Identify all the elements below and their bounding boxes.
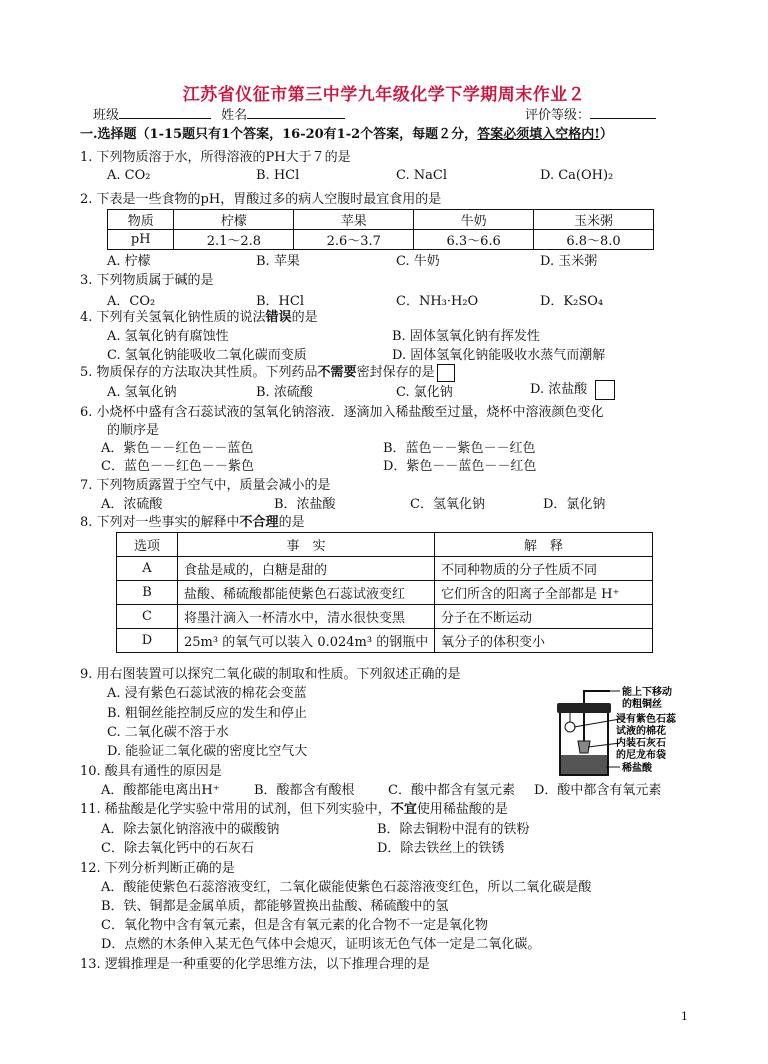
q11-stem-emphasis: 不宜 (390, 802, 417, 817)
q6-option-d: D．紫色－－蓝色－－红色 (383, 459, 537, 474)
q3-option-d: D．K₂SO₄ (540, 294, 604, 309)
q3-option-c: C．NH₃·H₂O (396, 294, 479, 309)
q5-stem-tail: 密封保存的是 (356, 365, 435, 380)
grade-line (525, 104, 656, 123)
ph-table-row (108, 230, 654, 250)
ph-cell: 6.3～6.6 (414, 230, 534, 250)
q2-option-c: C. 牛奶 (396, 254, 440, 269)
co2-apparatus-figure (548, 683, 698, 781)
q6-option-a: A．紫色－－红色－－蓝色 (101, 441, 254, 456)
q6-option-b: B．蓝色－－紫色－－红色 (383, 441, 536, 456)
q2-option-b: B. 苹果 (256, 254, 300, 269)
fact-table-row (117, 581, 653, 605)
ph-header-cell: 物质 (108, 210, 174, 230)
fact-cell: 25m³ 的氧气可以装入 0.024m³ 的钢瓶中 (178, 629, 435, 653)
q12-stem: 12. 下列分析判断正确的是 (80, 861, 235, 876)
q10-option-d: D．酸中都含有氧元素 (534, 783, 662, 798)
fact-cell: 食盐是咸的，白糖是甜的 (178, 557, 435, 581)
section-emphasis: 答案必须填入空格内! (477, 127, 600, 142)
q11-stem-tail: 使用稀盐酸的是 (416, 802, 508, 817)
figure-label: 的粗铜丝 (622, 699, 662, 710)
class-blank (119, 106, 211, 119)
cotton-ball (565, 722, 575, 732)
ph-cell: pH (108, 230, 174, 250)
fact-cell: D (117, 629, 178, 653)
figure-label: 稀盐酸 (622, 763, 652, 774)
q5-option-d-wrap (530, 378, 615, 400)
ph-table (107, 209, 654, 250)
q9-option-d: D. 能验证二氧化碳的密度比空气大 (107, 744, 308, 759)
q9-option-a: A. 浸有紫色石蕊试液的棉花会变蓝 (107, 686, 307, 701)
q4-stem-tail: 的是 (291, 310, 318, 325)
copper-wire (584, 691, 610, 703)
q8-stem-text: 8. 下列对一些事实的解释中 (80, 515, 240, 530)
fact-table-row (117, 605, 653, 629)
ph-header-cell: 柠檬 (174, 210, 294, 230)
q5-option-b: B. 浓硫酸 (256, 385, 313, 400)
fact-header-cell: 选项 (117, 533, 178, 557)
figure-label: 内装石灰石 (616, 738, 666, 749)
q4-stem-text: 4. 下列有关氢氧化钠性质的说法 (80, 310, 266, 325)
fact-table-row (117, 629, 653, 653)
q7-stem: 7. 下列物质露置于空气中，质量会减小的是 (80, 478, 331, 493)
fact-table-header (117, 533, 653, 557)
ph-cell: 6.8～8.0 (534, 230, 654, 250)
q11-option-c: C．除去氧化钙中的石灰石 (101, 841, 254, 856)
fact-header-cell: 事 实 (178, 533, 435, 557)
q8-stem (80, 511, 305, 530)
q9-option-b: B. 粗铜丝能控制反应的发生和停止 (107, 706, 307, 721)
q9-option-c: C. 二氧化碳不溶于水 (107, 725, 229, 740)
q4-option-b: B. 固体氢氧化钠有挥发性 (392, 329, 540, 344)
q4-option-c: C. 氢氧化钠能吸收二氧化碳而变质 (107, 348, 307, 363)
ph-header-cell: 牛奶 (414, 210, 534, 230)
name-label: 姓名 (221, 108, 248, 123)
q6-stem-cont: 的顺序是 (107, 423, 160, 438)
fact-cell: 它们所含的阳离子全部都是 H⁺ (435, 581, 653, 605)
q10-stem: 10. 酸具有通性的原因是 (80, 764, 222, 779)
section-note: （1-15题只有1个答案，16-20有1-2个答案，每题２分， (136, 127, 478, 142)
q9-stem: 9. 用右图装置可以探究二氧化碳的制取和性质。下列叙述正确的是 (80, 667, 461, 682)
q13-stem: 13. 逻辑推理是一种重要的化学思维方法，以下推理合理的是 (80, 957, 430, 972)
ph-cell: 2.1～2.8 (174, 230, 294, 250)
fact-header-cell: 解 释 (435, 533, 653, 557)
q8-stem-tail: 的是 (278, 515, 305, 530)
fact-cell: B (117, 581, 178, 605)
q10-option-b: B．酸都含有酸根 (254, 783, 355, 798)
grade-blank (590, 106, 656, 119)
class-label: 班级 (93, 108, 120, 123)
q5-stem-text: 5. 物质保存的方法取决其性质。下列药品 (80, 365, 318, 380)
section-close: ） (599, 127, 613, 142)
ph-cell: 2.6～3.7 (294, 230, 414, 250)
q11-option-a: A．除去氯化钠溶液中的碳酸钠 (101, 822, 280, 837)
q11-option-d: D．除去铁丝上的铁锈 (377, 841, 505, 856)
leader-line (574, 719, 620, 727)
q10-option-a: A．酸都能电离出H⁺ (101, 783, 220, 798)
page-title: 江苏省仪征市第三中学九年级化学下学期周末作业２ (182, 85, 586, 105)
figure-label: 的尼龙布袋 (616, 750, 666, 761)
q2-option-a: A. 柠檬 (107, 254, 151, 269)
jar-stopper (557, 703, 611, 713)
header-line (93, 104, 345, 123)
q5-option-c: C. 氯化钠 (396, 385, 453, 400)
q11-stem-text: 11. 稀盐酸是化学实验中常用的试剂，但下列实验中， (80, 802, 391, 817)
fact-cell: 不同种物质的分子性质不同 (435, 557, 653, 581)
q1-option-c: C. NaCl (396, 168, 447, 183)
q12-option-d: D．点燃的木条伸入某无色气体中会熄灭，证明该无色气体一定是二氧化碳。 (101, 937, 541, 952)
page-number: 1 (681, 1010, 688, 1023)
q7-option-d: D．氯化钠 (543, 497, 606, 512)
figure-label: 试液的棉花 (616, 726, 666, 737)
q4-stem-emphasis: 错误 (265, 310, 292, 325)
q3-option-b: B．HCl (256, 294, 304, 309)
q7-option-b: B．浓盐酸 (274, 497, 336, 512)
q8-stem-emphasis: 不合理 (239, 515, 279, 530)
section-label: 一.选择题 (80, 127, 137, 142)
q5-option-d: D. 浓盐酸 (530, 382, 588, 397)
q12-option-b: B．铁、铜都是金属单质，都能够置换出盐酸、稀硫酸中的氢 (101, 899, 449, 914)
q5-stem (80, 361, 455, 382)
figure-label: 能上下移动 (622, 687, 672, 698)
answer-box[interactable] (437, 364, 455, 382)
q12-option-a: A．酸能使紫色石蕊溶液变红，二氧化碳能使紫色石蕊溶液变红色，所以二氧化碳是酸 (101, 880, 592, 895)
ph-table-header (108, 210, 654, 230)
q2-stem: 2. 下表是一些食物的pH，胃酸过多的病人空腹时最宜食用的是 (80, 192, 442, 207)
q5-option-a: A. 氢氧化钠 (107, 385, 177, 400)
acid-liquid (561, 755, 607, 774)
q10-option-c: C．酸中都含有氢元素 (388, 783, 515, 798)
q11-option-b: B．除去铜粉中混有的铁粉 (377, 822, 530, 837)
q2-option-d: D. 玉米粥 (540, 254, 598, 269)
q4-option-a: A. 氢氧化钠有腐蚀性 (107, 329, 229, 344)
fact-cell: A (117, 557, 178, 581)
answer-box[interactable] (595, 380, 615, 400)
q12-option-c: C．氧化物中含有氧元素，但是含有氧元素的化合物不一定是氧化物 (101, 918, 488, 933)
q6-option-c: C．蓝色－－红色－－紫色 (101, 459, 254, 474)
fact-cell: C (117, 605, 178, 629)
q7-option-a: A．浓硫酸 (101, 497, 163, 512)
ph-header-cell: 苹果 (294, 210, 414, 230)
fact-table (116, 532, 653, 653)
q4-stem (80, 306, 318, 325)
grade-label: 评价等级： (525, 108, 591, 123)
q1-option-a: A. CO₂ (107, 168, 151, 183)
figure-label: 浸有紫色石蕊 (616, 714, 676, 725)
section-heading (80, 123, 613, 142)
q3-option-a: A．CO₂ (107, 294, 156, 309)
fact-cell: 氧分子的体积变小 (435, 629, 653, 653)
q7-option-c: C．氢氧化钠 (410, 497, 485, 512)
fact-cell: 盐酸、稀硫酸都能使紫色石蕊试液变红 (178, 581, 435, 605)
ph-header-cell: 玉米粥 (534, 210, 654, 230)
q1-option-b: B. HCl (256, 168, 300, 183)
q11-stem (80, 798, 508, 817)
q1-stem: 1. 下列物质溶于水，所得溶液的PH大于７的是 (80, 150, 351, 165)
fact-cell: 分子在不断运动 (435, 605, 653, 629)
q6-stem: 6. 小烧杯中盛有含石蕊试液的氢氧化钠溶液．逐滴加入稀盐酸至过量，烧杯中溶液颜色变化 (80, 405, 604, 420)
fact-table-row (117, 557, 653, 581)
q1-option-d: D. Ca(OH)₂ (540, 168, 614, 183)
name-blank (247, 106, 345, 119)
fact-cell: 将墨汁滴入一杯清水中，清水很快变黑 (178, 605, 435, 629)
q5-stem-emphasis: 不需要 (317, 365, 357, 380)
q3-stem: 3. 下列物质属于碱的是 (80, 273, 214, 288)
q4-option-d: D. 固体氢氧化钠能吸收水蒸气而潮解 (392, 348, 606, 363)
